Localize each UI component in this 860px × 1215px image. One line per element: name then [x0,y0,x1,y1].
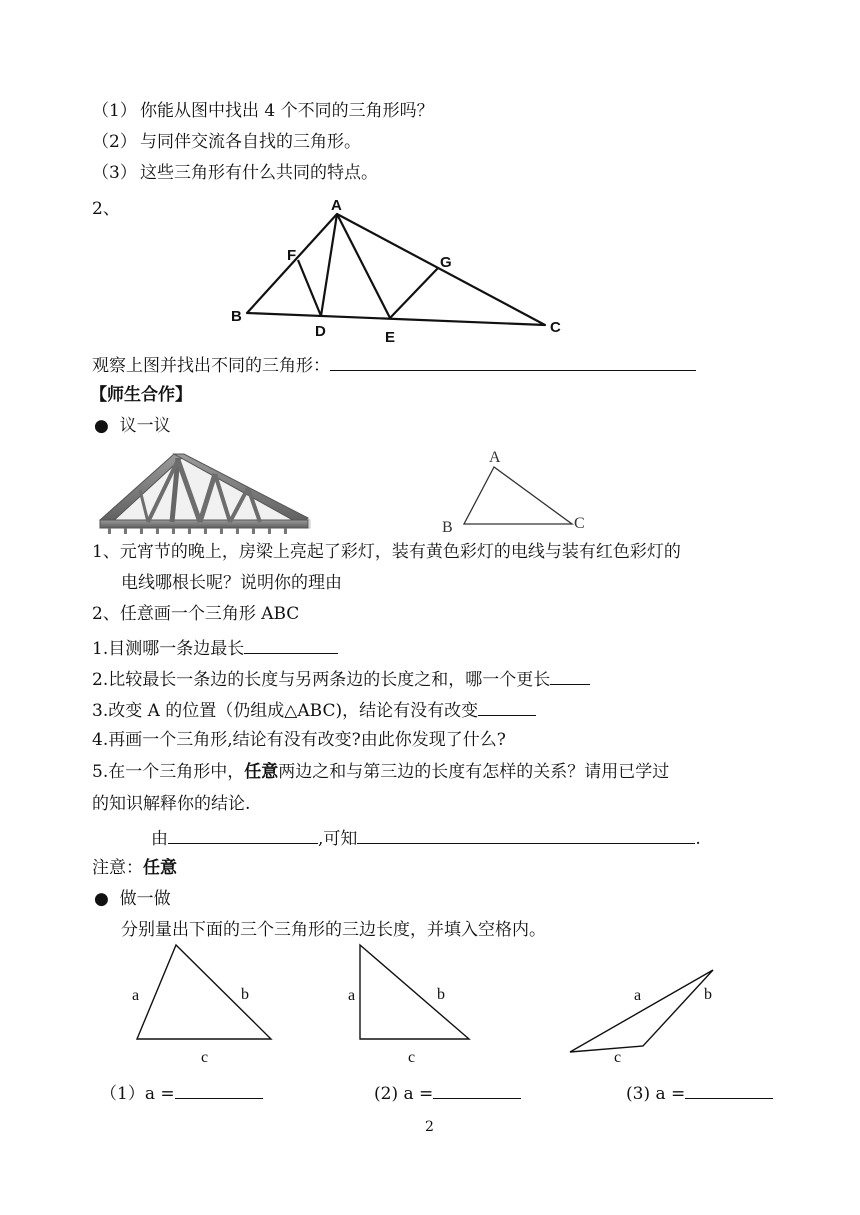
triangle-figure [0,0,860,360]
vertex-label-b: B [442,519,453,536]
note-label: 注意： [92,858,143,878]
roof-truss-image [100,448,320,538]
step-text: 2.比较最长一条边的长度与另两条边的长度之和，哪一个更长 [92,670,551,690]
step-text: 两边之和与第三边的长度有怎样的关系？请用已学过 [278,762,670,782]
item-number: （2） [92,132,137,152]
reason-blank[interactable] [168,826,318,844]
observe-line [92,353,696,377]
tri3-side-a: a [634,987,642,1004]
tri1-side-b: b [241,986,249,1003]
triangle-1 [137,945,271,1039]
segment-fd [298,260,321,316]
doit-heading [94,888,171,910]
item-text: 你能从图中找出 4 个不同的三角形吗？ [140,101,434,121]
answer-blank[interactable] [330,353,696,371]
period: . [695,829,701,849]
answer-label: (2) a = [374,1084,434,1104]
answer-label: (3) a = [626,1084,686,1104]
answer-1 [100,1081,263,1105]
conclusion-line [151,826,701,850]
discuss-p1-line1: 1、元宵节的晚上，房梁上亮起了彩灯，装有黄色彩灯的电线与装有红色彩灯的 [92,542,681,562]
triangle-3 [570,970,713,1052]
triangle-abc [247,214,545,325]
answer-blank[interactable] [175,1081,263,1099]
vertex-label-c: C [574,515,585,532]
point-label-d: D [315,323,326,340]
page-number: 2 [425,1119,434,1135]
bullet-icon: ● [94,889,109,909]
segment-eg [390,268,438,318]
item-text: 与同伴交流各自找的三角形。 [140,132,361,152]
triangle-2 [360,945,469,1039]
discuss-p2: 2、任意画一个三角形 ABC [92,604,300,624]
answer-label: （1）a = [100,1084,175,1104]
tri1-side-c: c [201,1049,209,1066]
answer-blank[interactable] [550,667,590,685]
measure-triangles [0,935,860,1075]
tri2-side-a: a [348,987,356,1004]
step-4: 4.再画一个三角形,结论有没有改变?由此你发现了什么? [92,730,506,750]
step-5-line2: 的知识解释你的结论. [92,794,251,814]
step-text: 3.改变 A 的位置（仍组成△ABC)，结论有没有改变 [92,701,479,721]
emphasis-text: 任意 [244,762,279,782]
step-1 [92,636,338,660]
point-label-e: E [385,329,396,346]
discuss-p1-line2: 电线哪根长呢？说明你的理由 [121,573,342,593]
step-text: 1.目测哪一条边最长 [92,639,245,659]
answer-blank[interactable] [244,636,338,654]
section-title: 【师生合作】 [90,385,192,405]
answer-blank[interactable] [685,1081,773,1099]
bullet-icon: ● [94,416,109,436]
step-text: 5.在一个三角形中， [92,762,245,782]
tri3-side-c: c [614,1049,622,1066]
item-text: 这些三角形有什么共同的特点。 [140,163,378,183]
note-emphasis: 任意 [143,858,177,878]
note-line [92,857,177,879]
item-number: （3） [92,163,137,183]
observe-label: 观察上图并找出不同的三角形： [92,356,330,376]
step-5 [92,761,669,783]
step-3 [92,698,536,722]
point-label-g: G [440,254,452,271]
q2-number: 2、 [92,199,120,219]
answer-blank[interactable] [433,1081,521,1099]
small-triangle-abc [435,440,615,540]
discuss-heading [94,415,171,437]
answer-blank[interactable] [478,698,536,716]
doit-title: 做一做 [119,889,171,909]
step-2 [92,667,590,691]
answer-2 [374,1081,521,1105]
conclusion-label: ,可知 [318,829,358,849]
item-number: （1） [92,101,137,121]
tri2-side-c: c [408,1049,416,1066]
conclusion-blank[interactable] [357,826,695,844]
segment-ae [337,214,390,318]
point-label-a: A [331,197,342,214]
vertex-label-a: A [489,449,501,466]
doit-instruction: 分别量出下面的三个三角形的三边长度，并填入空格内。 [121,920,546,940]
discuss-title: 议一议 [119,416,171,436]
tri2-side-b: b [437,986,445,1003]
tri1-side-a: a [132,987,140,1004]
point-label-c: C [550,319,561,336]
point-label-b: B [231,308,242,325]
tri3-side-b: b [704,986,712,1003]
point-label-f: F [287,247,297,264]
conclusion-label: 由 [151,829,168,849]
answer-3 [626,1081,773,1105]
